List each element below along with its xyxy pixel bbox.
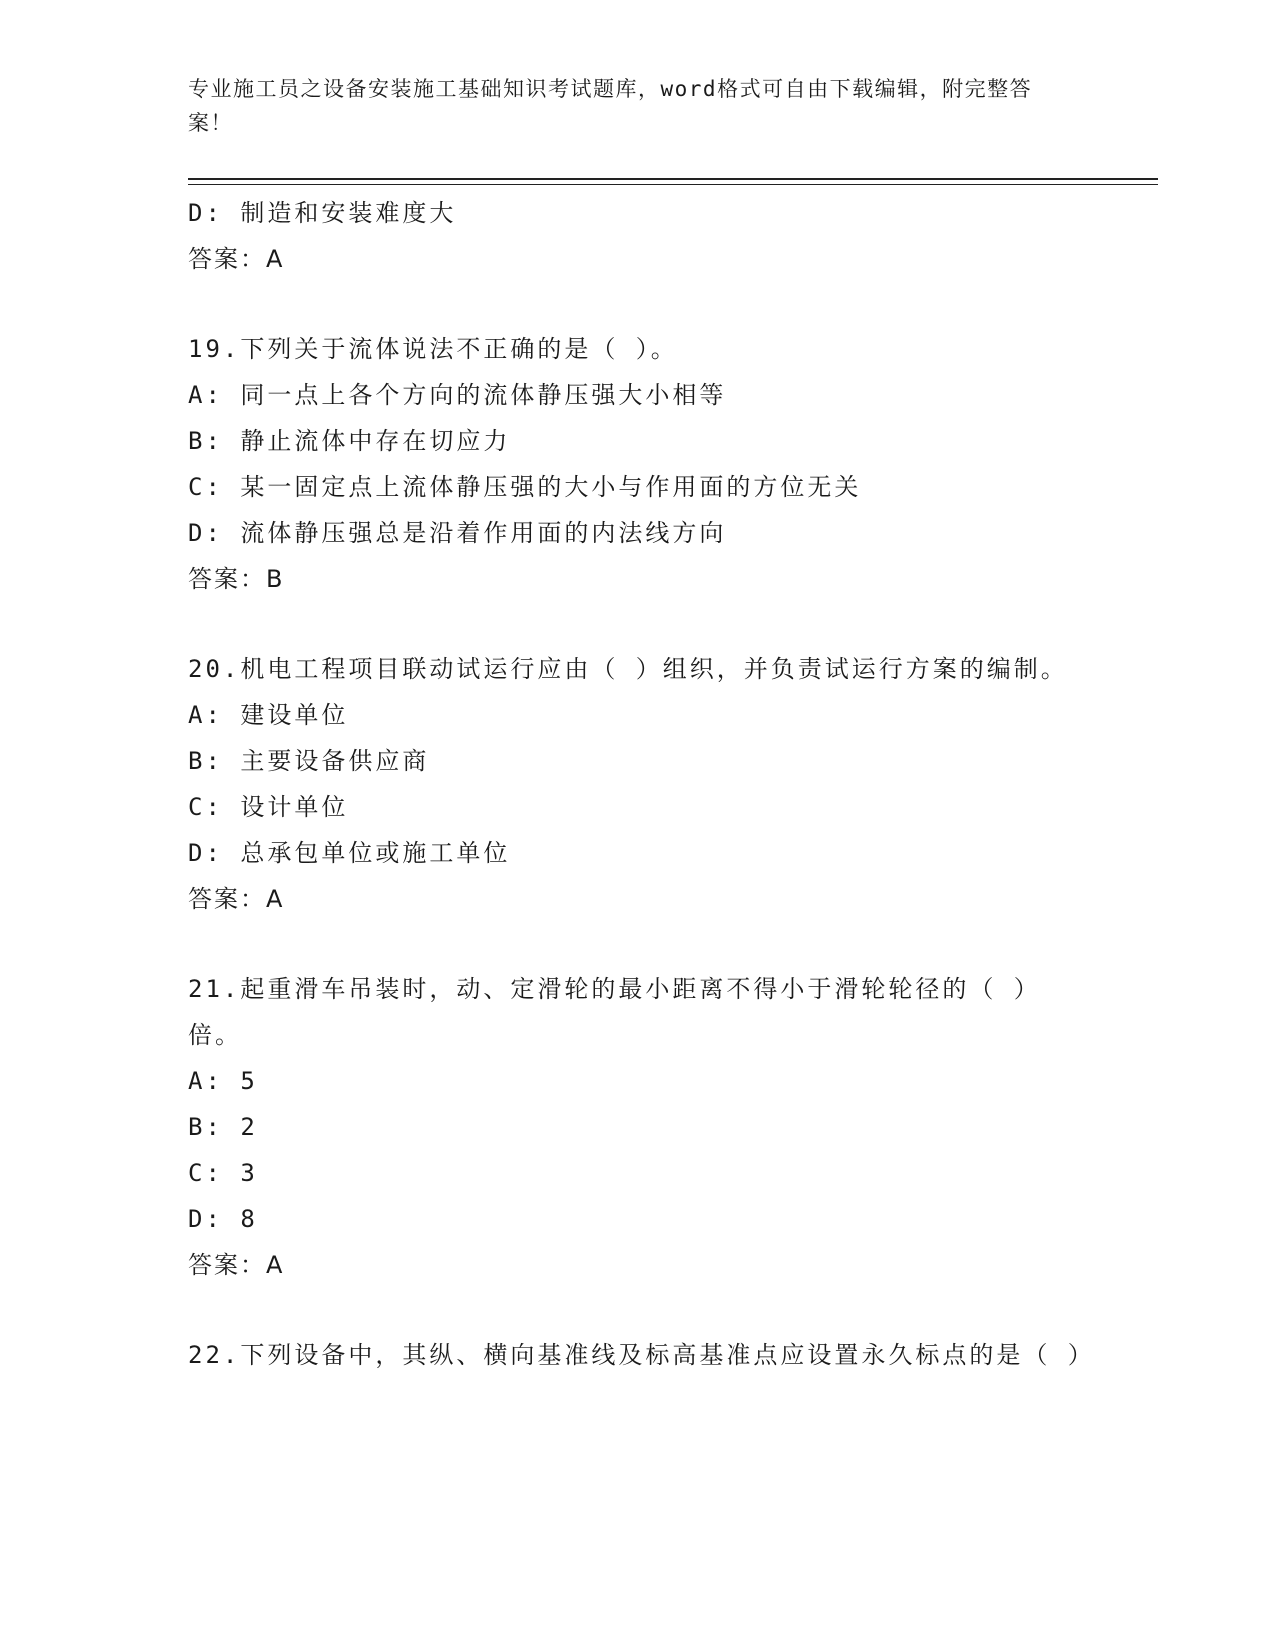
question-stem: 22.下列设备中，其纵、横向基准线及标高基准点应设置永久标点的是（ ） (188, 1341, 1095, 1369)
option-d: D: 8 (188, 1205, 258, 1233)
option-a: A: 同一点上各个方向的流体静压强大小相等 (188, 381, 727, 409)
answer-line: 答案：B (188, 565, 285, 593)
question-stem: 20.机电工程项目联动试运行应由（ ）组织，并负责试运行方案的编制。 (188, 655, 1068, 683)
answer-line: 答案：A (188, 245, 285, 273)
header-divider-thick (188, 178, 1158, 180)
option-c: C: 某一固定点上流体静压强的大小与作用面的方位无关 (188, 473, 862, 501)
question-list (188, 190, 1095, 1378)
option-a: A: 5 (188, 1067, 258, 1095)
question-21 (188, 966, 1088, 1288)
option-d: D: 制造和安装难度大 (188, 199, 457, 227)
question-22 (188, 1332, 1095, 1378)
option-d: D: 流体静压强总是沿着作用面的内法线方向 (188, 519, 727, 547)
question-19 (188, 326, 1088, 602)
previous-question-tail (188, 190, 1088, 282)
question-20 (188, 646, 1088, 922)
answer-line: 答案：A (188, 1251, 285, 1279)
question-stem: 19.下列关于流体说法不正确的是（ ）。 (188, 335, 678, 363)
option-b: B: 静止流体中存在切应力 (188, 427, 511, 455)
header-divider-thin (188, 184, 1158, 185)
option-c: C: 3 (188, 1159, 258, 1187)
document-header: 专业施工员之设备安装施工基础知识考试题库，word格式可自由下载编辑，附完整答案！ (188, 77, 1033, 135)
question-stem: 21.起重滑车吊装时，动、定滑轮的最小距离不得小于滑轮轮径的（ ）倍。 (188, 975, 1041, 1049)
answer-line: 答案：A (188, 885, 285, 913)
option-b: B: 2 (188, 1113, 258, 1141)
option-a: A: 建设单位 (188, 701, 349, 729)
option-d: D: 总承包单位或施工单位 (188, 839, 511, 867)
option-c: C: 设计单位 (188, 793, 349, 821)
option-b: B: 主要设备供应商 (188, 747, 430, 775)
